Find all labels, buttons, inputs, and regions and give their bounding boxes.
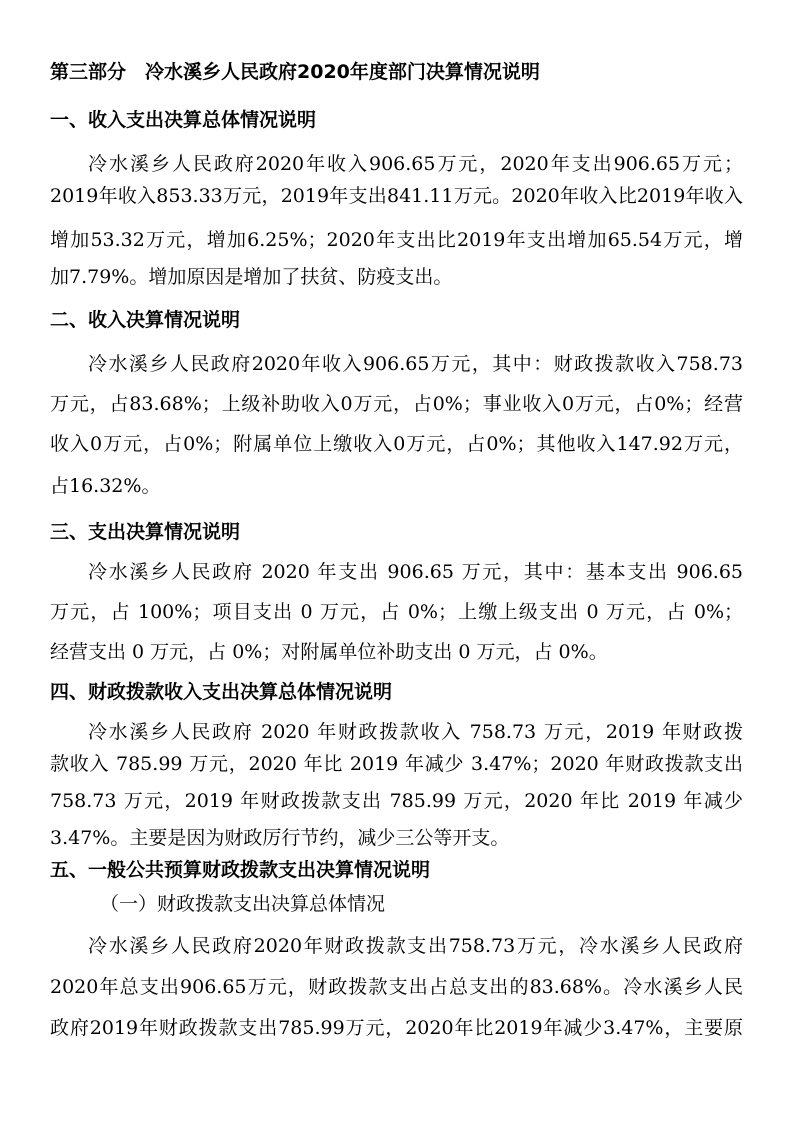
section-2-line-3: 收入0万元，占0%；附属单位上缴收入0万元，占0%；其他收入147.92万元，	[50, 433, 743, 455]
section-4-line-4: 3.47%。主要是因为财政厉行节约，减少三公等开支。	[50, 827, 510, 849]
section-1-line-3: 增加53.32万元，增加6.25%；2020年支出比2019年支出增加65.54万元，增	[50, 229, 743, 251]
section-3-heading: 三、支出决算情况说明	[50, 521, 241, 543]
section-3-line-3: 经营支出 0 万元，占 0%；对附属单位补助支出 0 万元，占 0%。	[50, 641, 608, 663]
section-1-line-2: 2019年收入853.33万元，2019年支出841.11万元。2020年收入比2019年收入	[50, 185, 743, 207]
section-4-line-1: 冷水溪乡人民政府 2020 年财政拨款收入 758.73 万元，2019 年财政拨	[88, 721, 743, 743]
section-5-line-1: 冷水溪乡人民政府2020年财政拨款支出758.73万元，冷水溪乡人民政府	[88, 935, 743, 957]
section-5-line-2: 2020年总支出906.65万元，财政拨款支出占总支出的83.68%。冷水溪乡人民	[50, 976, 743, 998]
section-3-line-1: 冷水溪乡人民政府 2020 年支出 906.65 万元，其中：基本支出 906.65	[88, 561, 743, 583]
section-1-heading: 一、收入支出决算总体情况说明	[50, 109, 317, 131]
section-4-heading: 四、财政拨款收入支出决算总体情况说明	[50, 681, 393, 703]
section-2-line-2: 万元，占83.68%；上级补助收入0万元，占0%；事业收入0万元，占0%；经营	[50, 393, 743, 415]
section-4-line-2: 款收入 785.99 万元，2020 年比 2019 年减少 3.47%；2020 年财政拨款支出	[50, 753, 743, 775]
section-1-line-1: 冷水溪乡人民政府2020年收入906.65万元，2020年支出906.65万元；	[88, 153, 743, 175]
section-5-subheading: （一）财政拨款支出决算总体情况	[100, 893, 386, 915]
section-3-line-2: 万元，占 100%；项目支出 0 万元，占 0%；上缴上级支出 0 万元，占 0%；	[50, 601, 743, 623]
section-2-line-1: 冷水溪乡人民政府2020年收入906.65万元，其中：财政拨款收入758.73	[88, 353, 743, 375]
section-5-heading: 五、一般公共预算财政拨款支出决算情况说明	[50, 859, 431, 881]
section-2-heading: 二、收入决算情况说明	[50, 309, 241, 331]
section-1-line-4: 加7.79%。增加原因是增加了扶贫、防疫支出。	[50, 266, 453, 288]
section-2-line-4: 占16.32%。	[50, 475, 161, 497]
section-5-line-3: 政府2019年财政拨款支出785.99万元，2020年比2019年减少3.47%，主要原	[50, 1017, 743, 1039]
section-4-line-3: 758.73 万元，2019 年财政拨款支出 785.99 万元，2020 年比 2019 年减少	[50, 790, 743, 812]
part-title: 第三部分 冷水溪乡人民政府2020年度部门决算情况说明	[50, 61, 540, 83]
